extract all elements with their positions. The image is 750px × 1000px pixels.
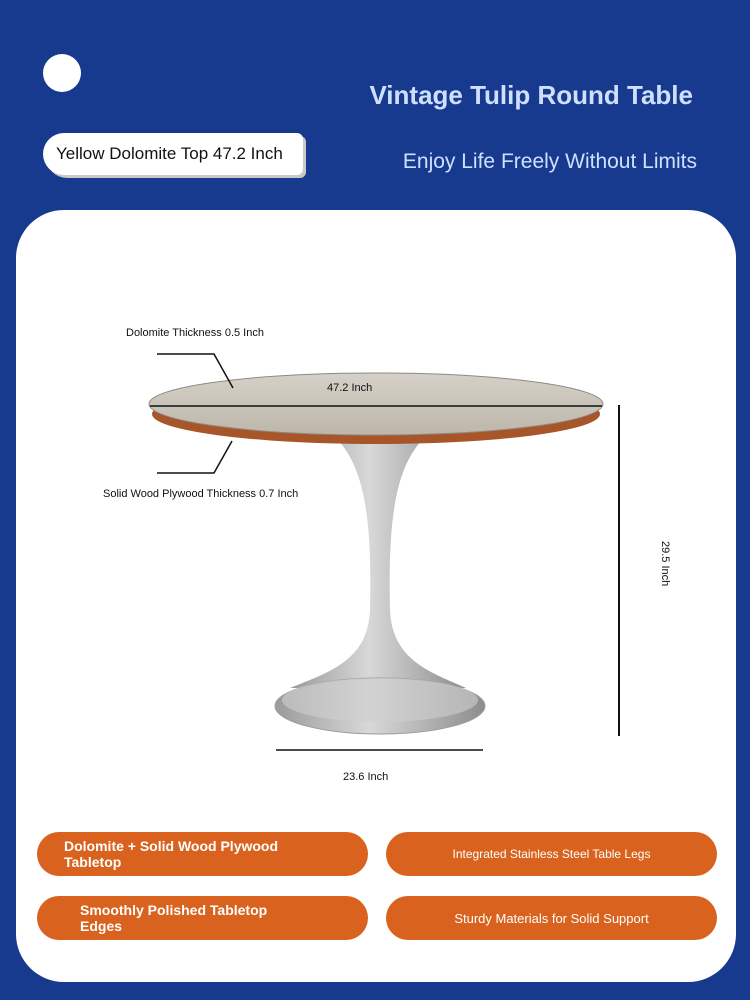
dolomite-thickness-label: Dolomite Thickness 0.5 Inch: [126, 327, 264, 339]
plywood-thickness-label: Solid Wood Plywood Thickness 0.7 Inch: [103, 488, 299, 500]
top-width-label: 47.2 Inch: [327, 382, 373, 394]
feature-badge-legs: Integrated Stainless Steel Table Legs: [386, 832, 717, 876]
product-badge: Yellow Dolomite Top 47.2 Inch: [43, 133, 303, 175]
feature-badge-edges: Smoothly Polished Tabletop Edges: [37, 896, 368, 940]
page-subtitle: Enjoy Life Freely Without Limits: [402, 150, 697, 173]
feature-badge-tabletop: Dolomite + Solid Wood Plywood Tabletop: [37, 832, 368, 876]
base-width-label: 23.6 Inch: [343, 771, 389, 783]
page-title: Vintage Tulip Round Table: [369, 80, 693, 110]
plywood-leader-line: [157, 441, 232, 473]
table-pedestal: [290, 440, 466, 688]
height-label: 29.5 Inch: [659, 541, 671, 587]
feature-badge-support: Sturdy Materials for Solid Support: [386, 896, 717, 940]
dolomite-top: [149, 373, 603, 435]
